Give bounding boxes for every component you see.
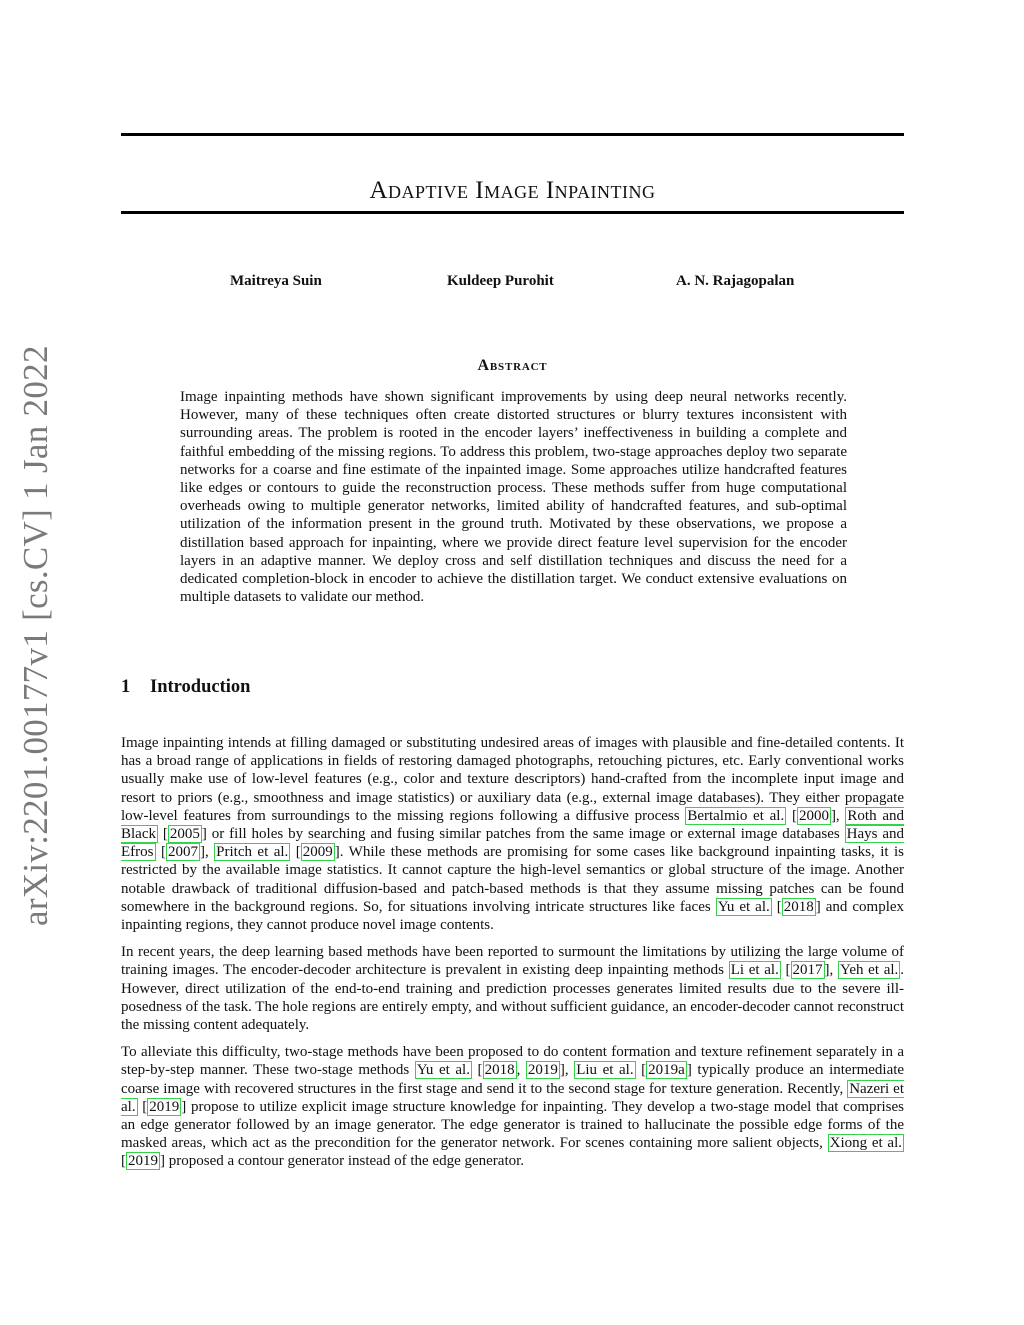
citation-link[interactable]: Hays and Efros xyxy=(121,826,904,861)
citation-link[interactable]: Liu et al. xyxy=(576,1062,634,1079)
citation-link[interactable]: Li et al. xyxy=(730,962,779,979)
text-run: Image inpainting intends at filling damaged or substituting undesired areas of images with plausible and fine-detailed contents. It has a broad range of applications in fields of restoring damaged photographs, retouching pictures, etc. Early conventional works usually make use of low-level features (e.g., color and texture descriptors) hand-crafted from the incomplete input image and resort to priors (e.g., smoothness and image statistics) or auxiliary data (e.g., external image databases). They either propagate low-level features from surroundings to the missing regions following a diffusive process xyxy=(121,735,904,824)
citation-link[interactable]: 2017 xyxy=(792,962,823,979)
text-run: . However, direct utilization of the end-to-end training and prediction processes generates limited results due to the severe ill-posedness of the task. The hole regions are entirely empty, and without sufficient guidance, an encoder-decoder cannot reconstruct the missing content adequately. xyxy=(121,962,905,1034)
citation-link[interactable]: 2019a xyxy=(648,1062,685,1079)
arxiv-stamp: arXiv:2201.00177v1 [cs.CV] 1 Jan 2022 xyxy=(16,345,55,926)
text-run: or fill holes by searching and fusing similar patches from the same image or external image databases xyxy=(211,826,840,843)
citation-link[interactable]: Nazeri et al. xyxy=(121,1080,904,1115)
paragraph: In recent years, the deep learning based methods have been reported to surmount the limitations by utilizing the large volume of training images. The encoder-decoder architecture is prevalent in existing deep inpainting methods Li et al. [ 2017 ], Yeh et al. . However, direct utilization of the end-to-end training and prediction processes generates limited results due to the severe ill-posedness of the task. The hole regions are entirely empty, and without sufficient guidance, an encoder-decoder cannot reconstruct the missing content adequately. xyxy=(121,944,905,1034)
citation-link[interactable]: Roth and Black xyxy=(121,807,904,843)
author-name: Maitreya Suin xyxy=(230,273,322,289)
citation-link[interactable]: 2019 xyxy=(527,1062,558,1079)
citation-link[interactable]: Pritch et al. xyxy=(216,844,289,861)
title-bottom-rule xyxy=(121,211,904,214)
citation-link[interactable]: 2007 xyxy=(167,844,198,861)
paper-title: Adaptive Image Inpainting xyxy=(369,176,656,204)
paragraph: Image inpainting intends at filling damaged or substituting undesired areas of images with plausible and fine-detailed contents. It has a broad range of applications in fields of restoring damaged photographs, retouching pictures, etc. Early conventional works usually make use of low-level features (e.g., color and texture descriptors) hand-crafted from the incomplete input image and resort to priors (e.g., smoothness and image statistics) or auxiliary data (e.g., external image databases). They either propagate low-level features from surroundings to the missing regions following a diffusive process Bertalmio et al. [ 2000 ], Roth and Black [ 2005 ] or fill holes by searching and fusing similar patches from the same image or external image databases Hays and Efros [ 2007 ], Pritch et al. [ 2009 ]. While these methods are promising for some cases like background inpainting tasks, it is restricted by the available image statistics. It cannot capture the high-level semantics or global structure of the image. Another notable drawback of traditional diffusion-based and patch-based methods is that they assume missing patches can be found somewhere in the background regions. So, for situations involving intricate structures like faces Yu et al. [ 2018 ] and complex inpainting regions, they cannot produce novel image contents. xyxy=(121,735,905,934)
citation-link[interactable]: 2000 xyxy=(798,807,829,824)
citation-link[interactable]: Bertalmio et al. xyxy=(687,807,785,824)
text-run: propose to utilize explicit image structure knowledge for inpainting. They develop a two-stage model that comprises an edge generator followed by an image generator. The edge generator is trained to hallucinate the possible edge forms of the masked areas, which act as the precondition for the generator network. For scenes containing more salient objects, xyxy=(121,1098,904,1152)
paragraph: To alleviate this difficulty, two-stage methods have been proposed to do content formation and texture refinement separately in a step-by-step manner. These two-stage methods Yu et al. [ 2018 , 2019 ], Liu et al. [ 2019a ] typically produce an intermediate coarse image with recovered structures in the first stage and send it to the second stage for texture generation. Recently, Nazeri et al. [ 2019 ] propose to utilize explicit image structure knowledge for inpainting. They develop a two-stage model that comprises an edge generator followed by an image generator. The edge generator is trained to hallucinate the possible edge forms of the masked areas, which act as the precondition for the generator network. For scenes containing more salient objects, Xiong et al. [ 2019 ] proposed a contour generator instead of the edge generator. xyxy=(121,1044,905,1170)
text-run: typically produce an intermediate coarse image with recovered structures in the first stage and send it to the second stage for texture generation. Recently, xyxy=(121,1062,905,1097)
citation-link[interactable]: 2018 xyxy=(783,898,814,915)
citation-link[interactable]: Yeh et al. xyxy=(839,962,899,979)
section-number: 1 xyxy=(121,677,131,697)
citation-link[interactable]: 2005 xyxy=(169,826,200,843)
text-run: proposed a contour generator instead of the edge generator. xyxy=(168,1153,525,1170)
text-run: To alleviate this difficulty, two-stage methods have been proposed to do content formation and texture refinement separately in a step-by-step manner. These two-stage methods xyxy=(121,1044,904,1079)
citation-link[interactable]: Xiong et al. xyxy=(829,1135,903,1152)
text-run: In recent years, the deep learning based methods have been reported to surmount the limitations by utilizing the large volume of training images. The encoder-decoder architecture is prevalent in existing deep inpainting methods xyxy=(121,944,904,979)
abstract-heading: Abstract xyxy=(477,357,548,374)
author-list xyxy=(121,273,904,295)
text-run: . While these methods are promising for some cases like background inpainting tasks, it is restricted by the available image statistics. It cannot capture the high-level semantics or global structure of the image. Another notable drawback of traditional diffusion-based and patch-based methods is that they assume missing patches can be found somewhere in the background regions. So, for situations involving intricate structures like faces xyxy=(121,844,905,915)
section-heading xyxy=(121,677,904,698)
citation-link[interactable]: 2009 xyxy=(302,844,333,861)
citation-link[interactable]: 2019 xyxy=(128,1153,158,1170)
author-name: Kuldeep Purohit xyxy=(447,273,554,289)
citation-link[interactable]: Yu et al. xyxy=(416,1062,470,1079)
author-name: A. N. Rajagopalan xyxy=(676,273,795,289)
citation-link[interactable]: 2019 xyxy=(149,1098,180,1115)
title-top-rule xyxy=(121,133,904,136)
citation-link[interactable]: Yu et al. xyxy=(717,898,770,915)
abstract-text: Image inpainting methods have shown significant improvements by using deep neural networks recently. However, many of these techniques often create distorted structures or blurry textures inconsistent with surrounding areas. The problem is rooted in the encoder layers’ ineffectiveness in building a complete and faithful embedding of the missing regions. To address this problem, two-stage approaches deploy two separate networks for a coarse and fine estimate of the inpainted image. Some approaches utilize handcrafted features like edges or contours to guide the reconstruction process. These methods suffer from huge computational overheads owing to multiple generator networks, limited ability of handcrafted features, and sub-optimal utilization of the information present in the ground truth. Motivated by these observations, we propose a distillation based approach for inpainting, where we provide direct feature level supervision for the encoder layers in an adaptive manner. We deploy cross and self distillation techniques and discuss the need for a dedicated completion-block in encoder to achieve the distillation target. We conduct extensive evaluations on multiple datasets to validate our method. xyxy=(180,389,847,606)
introduction-body xyxy=(121,734,904,1180)
text-run: and complex inpainting regions, they cannot produce novel image contents. xyxy=(121,898,905,934)
section-title: Introduction xyxy=(150,677,251,697)
citation-link[interactable]: 2018 xyxy=(484,1062,515,1079)
